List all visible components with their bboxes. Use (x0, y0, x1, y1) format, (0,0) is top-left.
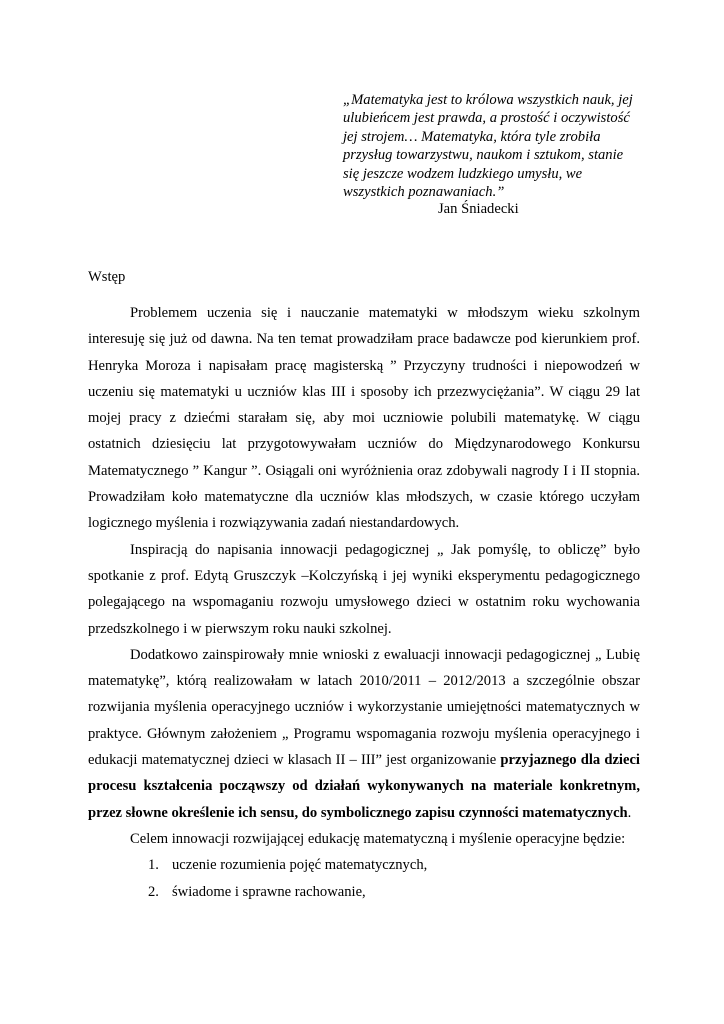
list-item-number: 2. (148, 883, 159, 900)
epigraph-quote (343, 91, 643, 201)
quote-author: Jan Śniadecki (438, 201, 519, 217)
paragraph-1: Problemem uczenia się i nauczanie matematyki w młodszym wieku szkolnym interesuję się już od dawna. Na ten temat prowadziłam prace badawcze pod kierunkiem prof. Henryka Moroza i napisałam pracę magisterską ” Przyczyny trudności i niepowodzeń w uczeniu się matematyki u uczniów klas III i sposoby ich przezwyciężania”. W ciągu 29 lat mojej pracy z dziećmi starałam się, aby moi uczniowie polubili matematykę. W ciągu ostatnich dziesięciu lat przygotowywałam uczniów do Międzynarodowego Konkursu Matematycznego ” Kangur ”. Osiągali oni wyróżnienia oraz zdobywali nagrody I i II stopnia. Prowadziłam koło matematyczne dla uczniów klas młodszych, w czasie którego uczyłam logicznego myślenia i rozwiązywania zadań niestandardowych. (88, 305, 640, 532)
numbered-list (88, 852, 640, 905)
quote-line: przysług towarzystwu, naukom i sztukom, stanie (343, 147, 624, 164)
quote-line: się jeszcze wodzem ludzkiego umysłu, we (343, 165, 583, 182)
paragraph-3-bold-text: przyjaznego dla dzieci procesu kształcenia począwszy od działań wykonywanych na materiale konkretnym, przez słowne określenie ich sensu, do symbolicznego zapisu czynności matematycznych (88, 752, 640, 821)
list-item-text: uczenie rozumienia pojęć matematycznych, (172, 857, 428, 874)
list-item-text: świadome i sprawne rachowanie, (172, 883, 366, 900)
body-text (88, 300, 640, 905)
list-item (88, 852, 640, 878)
quote-line: „Matematyka jest to królowa wszystkich nauk, jej (343, 92, 633, 108)
paragraph-3-text: Dodatkowo zainspirowały mnie wnioski z ewaluacji innowacji pedagogicznej „ Lubię matematykę”, którą realizowałam w latach 2010/2011 – 2012/2013 a szczególnie obszar rozwijania myślenia operacyjnego uczniów i wykorzystanie umiejętności matematycznych w praktyce. Głównym założeniem „ Programu wspomagania rozwoju myślenia operacyjnego i edukacji matematycznej dzieci w klasach II – III” jest organizowanie (88, 646, 640, 769)
paragraph-3 (88, 642, 640, 826)
quote-line: ulubieńcem jest prawda, a prostość i oczywistość (343, 110, 630, 127)
paragraph-4: Celem innowacji rozwijającej edukację matematyczną i myślenie operacyjne będzie: (130, 830, 626, 847)
list-item-number: 1. (148, 857, 159, 874)
list-item (88, 879, 640, 905)
quote-line: wszystkich poznawaniach.” (343, 184, 505, 201)
paragraph-3-end: . (627, 804, 632, 821)
section-heading: Wstęp (88, 269, 126, 285)
quote-line: jej strojem… Matematyka, która tyle zrobiła (343, 128, 601, 145)
paragraph-2: Inspiracją do napisania innowacji pedagogicznej „ Jak pomyślę, to obliczę” było spotkanie z prof. Edytą Gruszczyk –Kolczyńską i jej wyniki eksperymentu pedagogicznego polegającego na wspomaganiu rozwoju umysłowego dzieci w ostatnim roku wychowania przedszkolnego i w pierwszym roku nauki szkolnej. (88, 541, 640, 637)
